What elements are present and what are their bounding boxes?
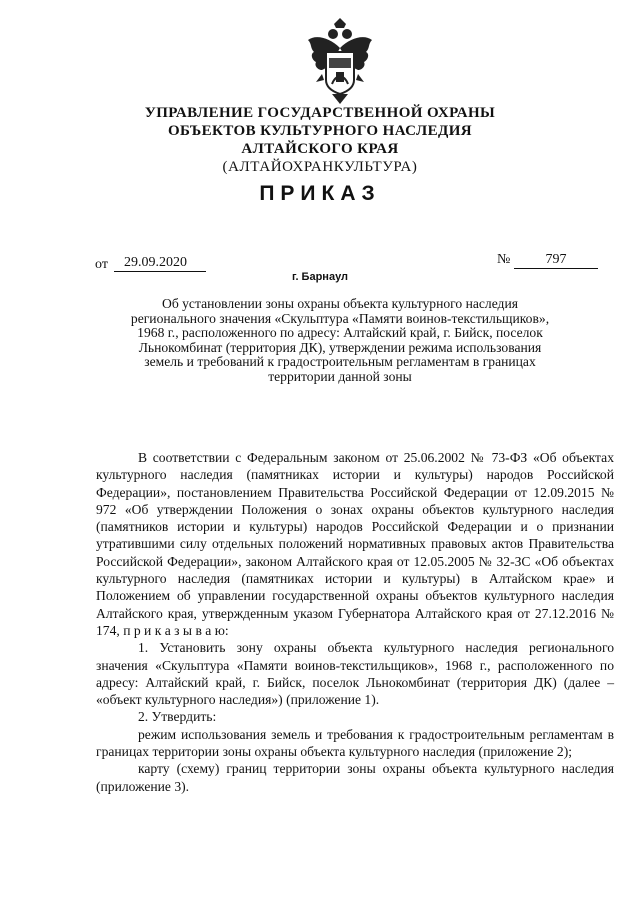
- org-short-name: (АЛТАЙОХРАНКУЛЬТУРА): [222, 159, 418, 175]
- city: г. Барнаул: [291, 271, 349, 283]
- number-label: №: [497, 252, 511, 267]
- paragraph-item-1: 1. Установить зону охраны объекта культурного наследия регионального значения «Скульптура «Памяти воинов-текстильщиков», 1968 г., расположенного по адресу: Алтайский край, г. Бийск, поселок Льнокомбинат (территория ДК) (далее – «объект культурного наследия») (приложение 1).: [96, 640, 614, 708]
- org-line-1: УПРАВЛЕНИЕ ГОСУДАРСТВЕННОЙ ОХРАНЫ: [144, 105, 496, 121]
- date-label: от: [95, 257, 108, 272]
- organization-name: [0, 104, 640, 176]
- document-subject: Об установлении зоны охраны объекта культурного наследия регионального значения «Скульптура «Памяти воинов-текстильщиков», 1968 г., расположенного по адресу: Алтайский край, г. Бийск, поселок Льнокомбинат (территория ДК), утверждении режима использования земель и требований к градостроительным регламентам в границах территории данной зоны: [130, 296, 550, 384]
- document-body: [96, 449, 614, 795]
- paragraph-item-2-b: карту (схему) границ территории зоны охраны объекта культурного наследия (приложение 3).: [96, 761, 614, 794]
- document-type-title: ПРИКАЗ: [259, 182, 381, 205]
- paragraph-item-2-a: режим использования земель и требования к градостроительным регламентам в границах территории зоны охраны объекта культурного наследия (приложение 2);: [96, 726, 614, 760]
- paragraph-item-2: 2. Утвердить:: [138, 709, 217, 725]
- org-line-2: ОБЪЕКТОВ КУЛЬТУРНОГО НАСЛЕДИЯ: [167, 123, 473, 139]
- coat-of-arms-icon: [302, 18, 378, 104]
- org-line-3: АЛТАЙСКОГО КРАЯ: [241, 141, 399, 157]
- paragraph-preamble: В соответствии с Федеральным законом от 25.06.2002 № 73-ФЗ «Об объектах культурного наследия (памятниках истории и культуры) народов Российской Федерации», постановлением Правительства Российской Федерации от 12.09.2015 № 972 «Об утверждении Положения о зонах охраны объектов культурного наследия (памятников истории и культуры) народов Российской Федерации и о признании утратившими силу отдельных положений нормативных правовых актов Правительства Российской Федерации», законом Алтайского края от 12.05.2005 № 32-ЗС «Об объектах культурного наследия (памятниках истории и культуры) в Алтайском крае» и Положением об управлении государственной охраны объектов культурного наследия Алтайского края, утвержденным указом Губернатора Алтайского края от 27.12.2016 № 174, п р и к а з ы в а ю:: [96, 450, 614, 638]
- document-number: 797: [514, 252, 598, 269]
- document-date: 29.09.2020: [114, 255, 206, 272]
